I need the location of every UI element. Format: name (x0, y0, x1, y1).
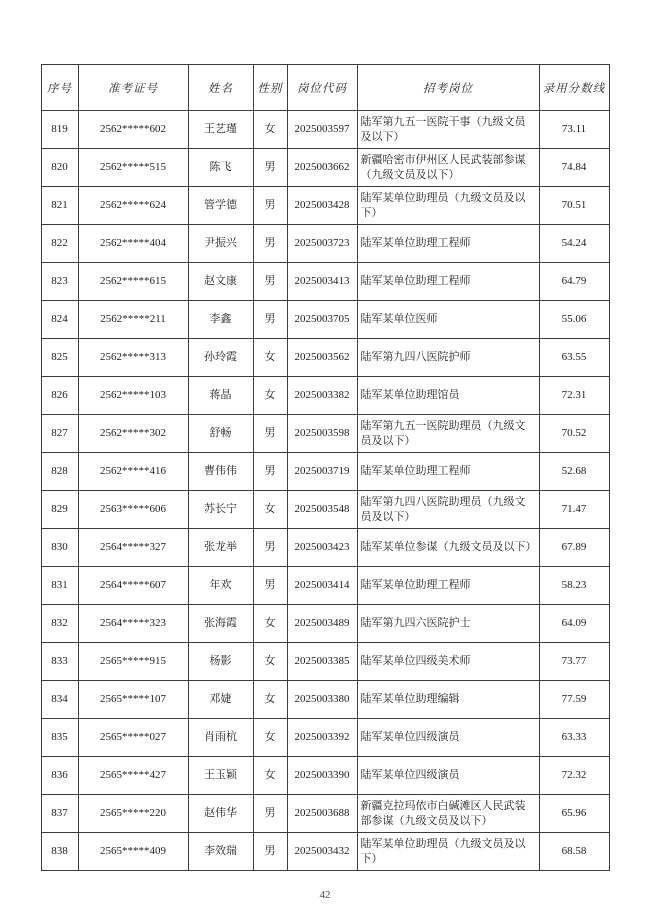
cell-gender: 男 (253, 833, 287, 871)
cell-code: 2025003598 (287, 415, 357, 453)
cell-name: 苏长宁 (188, 491, 253, 529)
cell-name: 李鑫 (188, 301, 253, 339)
table-row (41, 301, 609, 339)
cell-score: 77.59 (539, 681, 609, 719)
cell-ticket: 2562*****624 (78, 187, 188, 225)
cell-position: 陆军某单位助理员（九级文员及以下） (357, 187, 539, 225)
cell-name: 邓婕 (188, 681, 253, 719)
cell-ticket: 2562*****313 (78, 339, 188, 377)
cell-name: 孙玲霞 (188, 339, 253, 377)
cell-seq: 837 (41, 795, 78, 833)
cell-seq: 823 (41, 263, 78, 301)
cell-score: 72.32 (539, 757, 609, 795)
cell-code: 2025003392 (287, 719, 357, 757)
cell-code: 2025003562 (287, 339, 357, 377)
cell-name: 舒畅 (188, 415, 253, 453)
cell-name: 杨影 (188, 643, 253, 681)
cell-gender: 女 (253, 681, 287, 719)
cell-seq: 825 (41, 339, 78, 377)
cell-score: 52.68 (539, 453, 609, 491)
table-row (41, 529, 609, 567)
cell-name: 张龙举 (188, 529, 253, 567)
cell-ticket: 2564*****323 (78, 605, 188, 643)
cell-code: 2025003385 (287, 643, 357, 681)
cell-gender: 女 (253, 719, 287, 757)
cell-gender: 男 (253, 415, 287, 453)
recruitment-score-table (41, 64, 610, 871)
table-row (41, 491, 609, 529)
cell-gender: 女 (253, 605, 287, 643)
cell-code: 2025003414 (287, 567, 357, 605)
cell-code: 2025003723 (287, 225, 357, 263)
page-number: 42 (319, 889, 331, 901)
cell-ticket: 2562*****416 (78, 453, 188, 491)
cell-name: 王玉颖 (188, 757, 253, 795)
cell-ticket: 2565*****107 (78, 681, 188, 719)
cell-gender: 女 (253, 339, 287, 377)
cell-name: 张海霞 (188, 605, 253, 643)
cell-score: 64.09 (539, 605, 609, 643)
cell-position: 陆军某单位助理员（九级文员及以下） (357, 833, 539, 871)
cell-code: 2025003423 (287, 529, 357, 567)
cell-gender: 男 (253, 149, 287, 187)
cell-code: 2025003390 (287, 757, 357, 795)
table-row (41, 339, 609, 377)
table-row (41, 605, 609, 643)
cell-ticket: 2562*****302 (78, 415, 188, 453)
cell-name: 赵文康 (188, 263, 253, 301)
cell-score: 73.11 (539, 111, 609, 149)
table-header-row (41, 65, 609, 111)
cell-seq: 819 (41, 111, 78, 149)
cell-name: 赵伟华 (188, 795, 253, 833)
cell-seq: 821 (41, 187, 78, 225)
cell-code: 2025003705 (287, 301, 357, 339)
col-header-code: 岗位代码 (287, 65, 357, 111)
cell-code: 2025003597 (287, 111, 357, 149)
cell-position: 新疆克拉玛依市白碱滩区人民武装部参谋（九级文员及以下） (357, 795, 539, 833)
cell-gender: 男 (253, 567, 287, 605)
cell-ticket: 2565*****220 (78, 795, 188, 833)
cell-ticket: 2564*****327 (78, 529, 188, 567)
cell-code: 2025003719 (287, 453, 357, 491)
cell-gender: 女 (253, 643, 287, 681)
cell-ticket: 2565*****027 (78, 719, 188, 757)
cell-ticket: 2562*****515 (78, 149, 188, 187)
cell-name: 曹伟伟 (188, 453, 253, 491)
cell-code: 2025003432 (287, 833, 357, 871)
cell-position: 陆军第九四八医院助理员（九级文员及以下） (357, 491, 539, 529)
table-row (41, 187, 609, 225)
cell-score: 70.51 (539, 187, 609, 225)
cell-ticket: 2563*****606 (78, 491, 188, 529)
cell-seq: 836 (41, 757, 78, 795)
cell-seq: 826 (41, 377, 78, 415)
cell-name: 肖雨杭 (188, 719, 253, 757)
cell-position: 陆军第九四八医院护师 (357, 339, 539, 377)
cell-seq: 832 (41, 605, 78, 643)
cell-score: 63.33 (539, 719, 609, 757)
cell-ticket: 2565*****409 (78, 833, 188, 871)
table-body (41, 111, 609, 871)
cell-seq: 824 (41, 301, 78, 339)
cell-ticket: 2564*****607 (78, 567, 188, 605)
cell-position: 陆军某单位助理工程师 (357, 453, 539, 491)
cell-gender: 男 (253, 529, 287, 567)
cell-score: 63.55 (539, 339, 609, 377)
cell-code: 2025003688 (287, 795, 357, 833)
cell-score: 65.96 (539, 795, 609, 833)
cell-name: 陈飞 (188, 149, 253, 187)
table-row (41, 719, 609, 757)
cell-position: 陆军某单位四级演员 (357, 719, 539, 757)
cell-seq: 834 (41, 681, 78, 719)
cell-ticket: 2562*****615 (78, 263, 188, 301)
cell-name: 王艺瑾 (188, 111, 253, 149)
cell-seq: 820 (41, 149, 78, 187)
table-row (41, 377, 609, 415)
cell-gender: 女 (253, 111, 287, 149)
cell-code: 2025003382 (287, 377, 357, 415)
col-header-seq: 序号 (41, 65, 78, 111)
cell-position: 陆军某单位助理编辑 (357, 681, 539, 719)
table-row (41, 681, 609, 719)
cell-ticket: 2565*****427 (78, 757, 188, 795)
cell-seq: 828 (41, 453, 78, 491)
cell-position: 陆军第九五一医院干事（九级文员及以下） (357, 111, 539, 149)
table-row (41, 225, 609, 263)
table-row (41, 757, 609, 795)
table-row (41, 149, 609, 187)
cell-position: 陆军第九五一医院助理员（九级文员及以下） (357, 415, 539, 453)
cell-code: 2025003548 (287, 491, 357, 529)
cell-ticket: 2565*****915 (78, 643, 188, 681)
cell-score: 71.47 (539, 491, 609, 529)
cell-score: 58.23 (539, 567, 609, 605)
cell-score: 68.58 (539, 833, 609, 871)
table-row (41, 111, 609, 149)
cell-ticket: 2562*****103 (78, 377, 188, 415)
cell-gender: 女 (253, 377, 287, 415)
cell-score: 73.77 (539, 643, 609, 681)
cell-seq: 822 (41, 225, 78, 263)
cell-position: 新疆哈密市伊州区人民武装部参谋（九级文员及以下） (357, 149, 539, 187)
cell-name: 蒋晶 (188, 377, 253, 415)
cell-seq: 827 (41, 415, 78, 453)
table-row (41, 263, 609, 301)
cell-name: 李效瑞 (188, 833, 253, 871)
cell-ticket: 2562*****211 (78, 301, 188, 339)
table-row (41, 833, 609, 871)
table-row (41, 643, 609, 681)
cell-position: 陆军某单位四级演员 (357, 757, 539, 795)
table-row (41, 795, 609, 833)
cell-code: 2025003380 (287, 681, 357, 719)
cell-score: 72.31 (539, 377, 609, 415)
col-header-name: 姓名 (188, 65, 253, 111)
cell-name: 年欢 (188, 567, 253, 605)
cell-code: 2025003413 (287, 263, 357, 301)
col-header-position: 招考岗位 (357, 65, 539, 111)
cell-code: 2025003428 (287, 187, 357, 225)
cell-ticket: 2562*****602 (78, 111, 188, 149)
cell-score: 54.24 (539, 225, 609, 263)
cell-seq: 833 (41, 643, 78, 681)
cell-code: 2025003662 (287, 149, 357, 187)
cell-gender: 男 (253, 187, 287, 225)
cell-position: 陆军某单位医师 (357, 301, 539, 339)
table-row (41, 567, 609, 605)
cell-position: 陆军某单位助理工程师 (357, 225, 539, 263)
col-header-gender: 性别 (253, 65, 287, 111)
cell-position: 陆军某单位助理馆员 (357, 377, 539, 415)
cell-gender: 男 (253, 263, 287, 301)
cell-gender: 男 (253, 453, 287, 491)
cell-position: 陆军第九四六医院护士 (357, 605, 539, 643)
cell-position: 陆军某单位助理工程师 (357, 567, 539, 605)
cell-gender: 女 (253, 491, 287, 529)
cell-seq: 838 (41, 833, 78, 871)
cell-position: 陆军某单位四级美术师 (357, 643, 539, 681)
cell-gender: 男 (253, 301, 287, 339)
cell-score: 55.06 (539, 301, 609, 339)
table-row (41, 415, 609, 453)
cell-score: 67.89 (539, 529, 609, 567)
cell-gender: 男 (253, 795, 287, 833)
cell-seq: 831 (41, 567, 78, 605)
cell-seq: 829 (41, 491, 78, 529)
cell-name: 管学德 (188, 187, 253, 225)
cell-code: 2025003489 (287, 605, 357, 643)
cell-gender: 女 (253, 757, 287, 795)
col-header-ticket: 准考证号 (78, 65, 188, 111)
cell-gender: 男 (253, 225, 287, 263)
col-header-score: 录用分数线 (539, 65, 609, 111)
table-row (41, 453, 609, 491)
cell-ticket: 2562*****404 (78, 225, 188, 263)
cell-seq: 835 (41, 719, 78, 757)
cell-position: 陆军某单位参谋（九级文员及以下） (357, 529, 539, 567)
cell-position: 陆军某单位助理工程师 (357, 263, 539, 301)
cell-score: 64.79 (539, 263, 609, 301)
cell-name: 尹振兴 (188, 225, 253, 263)
cell-seq: 830 (41, 529, 78, 567)
cell-score: 74.84 (539, 149, 609, 187)
cell-score: 70.52 (539, 415, 609, 453)
